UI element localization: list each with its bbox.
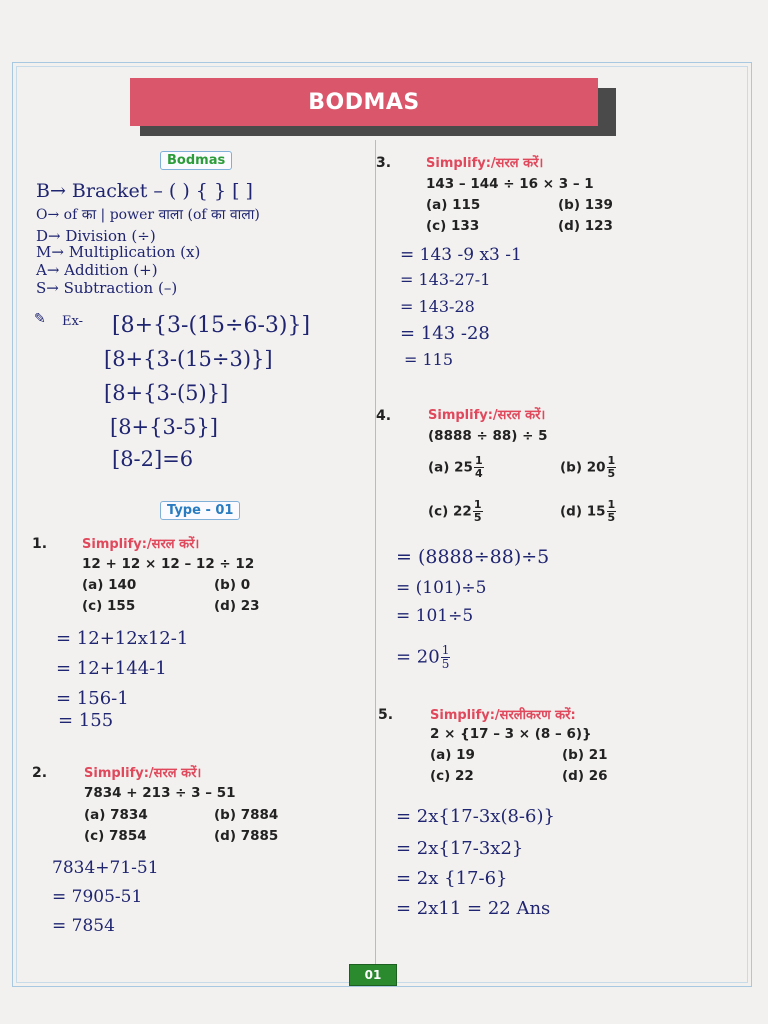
page-border-inner xyxy=(16,66,748,983)
example-label: Ex- xyxy=(62,314,83,329)
q3-step-1: = 143 -9 x3 -1 xyxy=(400,245,522,265)
q2-step-3: = 7854 xyxy=(52,916,115,936)
q1-option-d: (d) 23 xyxy=(214,598,260,614)
q1-step-3: = 156-1 xyxy=(56,688,129,709)
q3-option-a: (a) 115 xyxy=(426,197,481,213)
q4-final-denominator: 5 xyxy=(441,657,450,671)
q4-step-1: = (8888÷88)÷5 xyxy=(396,546,550,568)
q5-option-a: (a) 19 xyxy=(430,747,475,763)
q4-option-c-whole: (c) 22 xyxy=(428,503,472,520)
example-step-5: [8-2]=6 xyxy=(112,447,194,471)
q5-step-2: = 2x{17-3x2} xyxy=(396,838,524,859)
q4-option-d-whole: (d) 15 xyxy=(560,503,606,520)
q1-step-2: = 12+144-1 xyxy=(56,658,167,679)
q4-option-d-denominator: 5 xyxy=(607,511,616,524)
q4-option-c-denominator: 5 xyxy=(473,511,482,524)
q2-option-d: (d) 7885 xyxy=(214,828,279,844)
q4-option-c-fraction xyxy=(473,499,483,524)
q3-option-c: (c) 133 xyxy=(426,218,480,234)
q1-option-c: (c) 155 xyxy=(82,598,136,614)
q4-option-d xyxy=(560,499,616,524)
q1-step-4: = 155 xyxy=(58,710,114,731)
q1-number: 1. xyxy=(32,536,48,552)
rule-multiplication: M→ Multiplication (x) xyxy=(36,243,201,261)
q5-option-c: (c) 22 xyxy=(430,768,474,784)
rule-bracket: B→ Bracket – ( ) { } [ ] xyxy=(36,180,253,202)
q5-step-4: = 2x11 = 22 Ans xyxy=(396,898,551,919)
q4-option-a-denominator: 4 xyxy=(474,467,483,480)
q4-option-b-denominator: 5 xyxy=(607,467,616,480)
q2-number: 2. xyxy=(32,765,48,781)
q4-number: 4. xyxy=(376,408,392,424)
rule-division: D→ Division (÷) xyxy=(36,227,156,245)
column-divider xyxy=(375,140,376,965)
q3-option-d: (d) 123 xyxy=(558,218,613,234)
q5-step-3: = 2x {17-6} xyxy=(396,868,508,889)
q4-step-3: = 101÷5 xyxy=(396,606,474,626)
example-step-2: [8+{3-(15÷3)}] xyxy=(104,347,273,371)
q2-option-a: (a) 7834 xyxy=(84,807,148,823)
bodmas-tag: Bodmas xyxy=(160,151,232,170)
q4-final-whole: = 20 xyxy=(396,646,440,668)
q4-final-fraction xyxy=(441,644,451,671)
type-tag: Type - 01 xyxy=(160,501,240,520)
q4-option-d-fraction xyxy=(607,499,617,524)
q3-expression: 143 – 144 ÷ 16 × 3 – 1 xyxy=(426,176,594,192)
q4-step-2: = (101)÷5 xyxy=(396,578,487,598)
q2-option-b: (b) 7884 xyxy=(214,807,279,823)
q4-label: Simplify:/सरल करें। xyxy=(428,408,546,423)
q5-option-d: (d) 26 xyxy=(562,768,608,784)
rule-addition: A→ Addition (+) xyxy=(36,261,158,279)
q1-step-1: = 12+12x12-1 xyxy=(56,628,189,649)
q5-label: Simplify:/सरलीकरण करें: xyxy=(430,708,576,723)
q4-final-numerator: 1 xyxy=(441,643,450,657)
q1-expression: 12 + 12 × 12 – 12 ÷ 12 xyxy=(82,556,255,572)
pen-icon: ✎ xyxy=(34,311,46,327)
q4-option-b xyxy=(560,455,616,480)
q4-option-c-numerator: 1 xyxy=(473,498,482,511)
q2-step-1: 7834+71-51 xyxy=(52,858,159,878)
q1-label: Simplify:/सरल करें। xyxy=(82,537,200,552)
q4-expression: (8888 ÷ 88) ÷ 5 xyxy=(428,428,548,444)
q4-option-c xyxy=(428,499,483,524)
q4-option-d-numerator: 1 xyxy=(607,498,616,511)
q5-step-1: = 2x{17-3x(8-6)} xyxy=(396,806,555,827)
example-step-1: [8+{3-(15÷6-3)}] xyxy=(112,313,311,338)
page-title: BODMAS xyxy=(130,78,598,126)
q4-option-b-whole: (b) 20 xyxy=(560,459,606,476)
q3-step-5: = 115 xyxy=(404,350,454,369)
q3-step-4: = 143 -28 xyxy=(400,323,490,344)
q3-step-3: = 143-28 xyxy=(400,297,475,316)
q3-step-2: = 143-27-1 xyxy=(400,270,491,289)
q4-option-b-numerator: 1 xyxy=(607,454,616,467)
example-step-4: [8+{3-5}] xyxy=(110,415,218,439)
q2-expression: 7834 + 213 ÷ 3 – 51 xyxy=(84,785,236,801)
q2-label: Simplify:/सरल करें। xyxy=(84,766,202,781)
page-number: 01 xyxy=(349,964,397,986)
q3-option-b: (b) 139 xyxy=(558,197,613,213)
q5-option-b: (b) 21 xyxy=(562,747,608,763)
q1-option-a: (a) 140 xyxy=(82,577,137,593)
q1-option-b: (b) 0 xyxy=(214,577,251,593)
q2-step-2: = 7905-51 xyxy=(52,887,143,907)
q4-option-a-fraction xyxy=(474,455,484,480)
q2-option-c: (c) 7854 xyxy=(84,828,147,844)
rule-subtraction: S→ Subtraction (–) xyxy=(36,279,178,297)
q3-number: 3. xyxy=(376,155,392,171)
q4-option-a xyxy=(428,455,484,480)
q4-option-a-whole: (a) 25 xyxy=(428,459,473,476)
q5-number: 5. xyxy=(378,707,394,723)
q5-expression: 2 × {17 – 3 × (8 – 6)} xyxy=(430,726,592,742)
q4-option-b-fraction xyxy=(607,455,617,480)
rule-of: O→ of का | power वाला (of का वाला) xyxy=(36,207,260,223)
q4-option-a-numerator: 1 xyxy=(474,454,483,467)
q4-final xyxy=(396,644,450,671)
example-step-3: [8+{3-(5)}] xyxy=(104,381,229,405)
q3-label: Simplify:/सरल करें। xyxy=(426,156,544,171)
